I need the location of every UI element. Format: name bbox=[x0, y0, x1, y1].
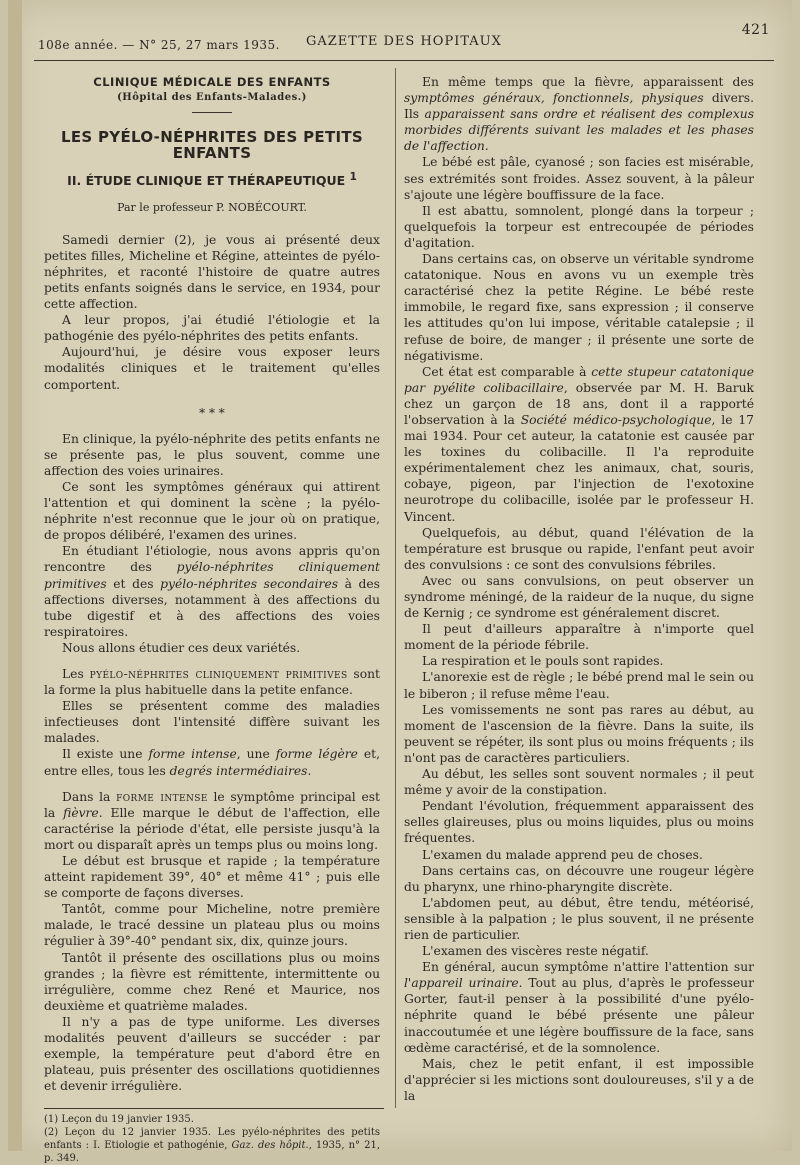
column-separator bbox=[395, 68, 396, 1108]
title-divider bbox=[192, 112, 232, 113]
paragraph: Avec ou sans convulsions, on peut observer un syndrome méningé, de la raideur de la nuque, du signe de Kernig ; ce syndrome est généralement discret. bbox=[404, 573, 754, 621]
hospital-name: (Hôpital des Enfants-Malades.) bbox=[117, 92, 307, 104]
right-column bbox=[404, 74, 754, 1104]
paragraph: Dans la forme intense le symptôme principal est la fièvre. Elle marque le début de l'affection, elle caractérise la période d'état, elle persiste jusqu'à la mort ou disparaît après un temps plus ou moins long. bbox=[44, 789, 380, 852]
article-title: LES PYÉLO-NÉPHRITES DES PETITS ENFANTS bbox=[60, 128, 363, 163]
paragraph: Cet état est comparable à cette stupeur catatonique par pyélite colibacillaire, observée par M. H. Baruk chez un garçon de 18 ans, dont il a rapporté l'observation à la Société médico-psychologique, le 17 mai 1934. Pour cet auteur, la catatonie est causée par les toxines du colibacille. Il l'a reproduite expérimentalement chez les animaux, chat, souris, cobaye, pigeon, par l'injection de l'exotoxine neurotrope du colibacille, isolée par le professeur H. Vincent. bbox=[404, 364, 754, 524]
page-number: 421 bbox=[741, 22, 770, 38]
paragraph: Il n'y a pas de type uniforme. Les diverses modalités peuvent d'ailleurs se succéder : par exemple, la température peut d'abord être en plateau, puis présenter des oscillations quotidiennes et devenir irrégulière. bbox=[44, 1014, 380, 1094]
paragraph: En général, aucun symptôme n'attire l'attention sur l'appareil urinaire. Tout au plus, d'après le professeur Gorter, faut-il penser à la possibilité d'une pyélo-néphrite quand le bébé présente une pâleur inaccoutumée et une légère bouffissure de la face, sans œdème caractérisé, et de la somnolence. bbox=[404, 960, 754, 1055]
paragraph: Ce sont les symptômes généraux qui attirent l'attention et qui dominent la scène ; la pyélo-néphrite n'est reconnue que le jour où on pratique, de propos délibéré, l'examen des urines. bbox=[44, 479, 380, 543]
paragraph: Dans certains cas, on découvre une rougeur légère du pharynx, une rhino-pharyngite discrète. bbox=[404, 863, 754, 894]
footnote: (1) Leçon du 19 janvier 1935. bbox=[44, 1114, 194, 1126]
journal-title: GAZETTE DES HOPITAUX bbox=[306, 34, 502, 49]
paragraph: Au début, les selles sont souvent normales ; il peut même y avoir de la constipation. bbox=[404, 767, 754, 798]
paragraph: A leur propos, j'ai étudié l'étiologie et la pathogénie des pyélo-néphrites des petits enfants. bbox=[44, 313, 380, 344]
running-header bbox=[34, 22, 774, 52]
page-binding-edge bbox=[8, 0, 22, 1151]
paragraph: Les vomissements ne sont pas rares au début, au moment de l'ascension de la fièvre. Dans la suite, ils peuvent se répéter, ils sont plus ou moins fréquents ; ils n'ont pas de caractères particuliers. bbox=[404, 702, 754, 765]
paragraph: L'examen des viscères reste négatif. bbox=[422, 944, 649, 959]
section-break-stars: * * * bbox=[199, 405, 225, 420]
issue-info: 108e année. — N° 25, 27 mars 1935. bbox=[38, 38, 280, 52]
paragraph: Quelquefois, au début, quand l'élévation de la température est brusque ou rapide, l'enfant peut avoir des convulsions : ce sont des convulsions fébriles. bbox=[404, 525, 754, 572]
section-heading: CLINIQUE MÉDICALE DES ENFANTS bbox=[93, 75, 331, 89]
footnote-rule bbox=[44, 1108, 384, 1109]
article-subtitle: II. ÉTUDE CLINIQUE ET THÉRAPEUTIQUE $^1$ bbox=[67, 171, 357, 189]
paragraph: La respiration et le pouls sont rapides. bbox=[422, 654, 664, 669]
paragraph: En même temps que la fièvre, apparaissent des symptômes généraux, fonctionnels, physiques divers. Ils apparaissent sans ordre et réalisent des complexus morbides différents suivant les malades et les phases de l'affection. bbox=[404, 75, 754, 154]
paragraph: L'abdomen peut, au début, être tendu, météorisé, sensible à la palpation ; le plus souvent, il ne présente rien de particulier. bbox=[404, 895, 754, 942]
paragraph: Mais, chez le petit enfant, il est impossible d'apprécier si les mictions sont douloureuses, s'il y a de la bbox=[404, 1056, 754, 1103]
left-column bbox=[44, 74, 380, 1165]
paragraph: Samedi dernier (2), je vous ai présenté deux petites filles, Micheline et Régine, atteintes de pyélo-néphrites, et raconté l'histoire de quatre autres petits enfants soignés dans le service, en 1934, pour cette affection. bbox=[44, 232, 380, 312]
paragraph: L'examen du malade apprend peu de choses. bbox=[422, 847, 703, 862]
footnote-ref: 1 bbox=[349, 171, 357, 184]
paragraph: Tantôt il présente des oscillations plus ou moins grandes ; la fièvre est rémittente, intermittente ou irrégulière, comme chez René et Maurice, nos deuxième et quatrième malades. bbox=[44, 950, 380, 1013]
header-rule bbox=[34, 60, 774, 61]
paragraph: Le début est brusque et rapide ; la température atteint rapidement 39°, 40° et même 41° ; puis elle se comporte de façons diverses. bbox=[44, 854, 380, 901]
paragraph: Pendant l'évolution, fréquemment apparaissent des selles glaireuses, plus ou moins liquides, plus ou moins fréquentes. bbox=[404, 799, 754, 846]
newspaper-page bbox=[8, 0, 792, 1165]
paragraph: Tantôt, comme pour Micheline, notre première malade, le tracé dessine un plateau plus ou moins régulier à 39°-40° pendant six, dix, quinze jours. bbox=[44, 902, 380, 949]
paragraph: Il est abattu, somnolent, plongé dans la torpeur ; quelquefois la torpeur est entrecoupée de périodes d'agitation. bbox=[404, 203, 754, 250]
paragraph: Le bébé est pâle, cyanosé ; son facies est misérable, ses extrémités sont froides. Assez souvent, à la pâleur s'ajoute une légère bouffissure de la face. bbox=[404, 155, 754, 202]
paragraph: L'anorexie est de règle ; le bébé prend mal le sein ou le biberon ; il refuse même l'eau. bbox=[404, 670, 754, 701]
paragraph: Dans certains cas, on observe un véritable syndrome catatonique. Nous en avons vu un exemple très caractérisé chez la petite Régine. Le bébé reste immobile, le regard fixe, sans expression ; il conserve les attitudes qu'on lui impose, véritable catalepsie ; il refuse de boire, de manger ; il présente une sorte de négativisme. bbox=[404, 252, 754, 363]
paragraph: Elles se présentent comme des maladies infectieuses dont l'intensité diffère suivant les malades. bbox=[44, 699, 380, 746]
paragraph: Les pyélo-néphrites cliniquement primitives sont la forme la plus habituelle dans la petite enfance. bbox=[44, 666, 380, 698]
paragraph: Aujourd'hui, je désire vous exposer leurs modalités cliniques et le traitement qu'elles comportent. bbox=[44, 345, 380, 392]
paragraph: En clinique, la pyélo-néphrite des petits enfants ne se présente pas, le plus souvent, comme une affection des voies urinaires. bbox=[44, 431, 380, 478]
paragraph: Nous allons étudier ces deux variétés. bbox=[62, 640, 301, 655]
byline: Par le professeur P. NOBÉCOURT. bbox=[117, 200, 307, 214]
footnote: (2) Leçon du 12 janvier 1935. Les pyélo-néphrites des petits enfants : I. Etiologie et pathogénie, Gaz. des hôpit., 1935, n° 21, p. 349. bbox=[44, 1127, 380, 1165]
paragraph: Il peut d'ailleurs apparaître à n'importe quel moment de la période fébrile. bbox=[404, 622, 754, 653]
paragraph: Il existe une forme intense, une forme légère et, entre elles, tous les degrés intermédiaires. bbox=[44, 747, 381, 778]
paragraph: En étudiant l'étiologie, nous avons appris qu'on rencontre des pyélo-néphrites cliniquement primitives et des pyélo-néphrites secondaires à des affections diverses, notamment à des affections du tube digestif et à des affections des voies respiratoires. bbox=[44, 544, 380, 639]
